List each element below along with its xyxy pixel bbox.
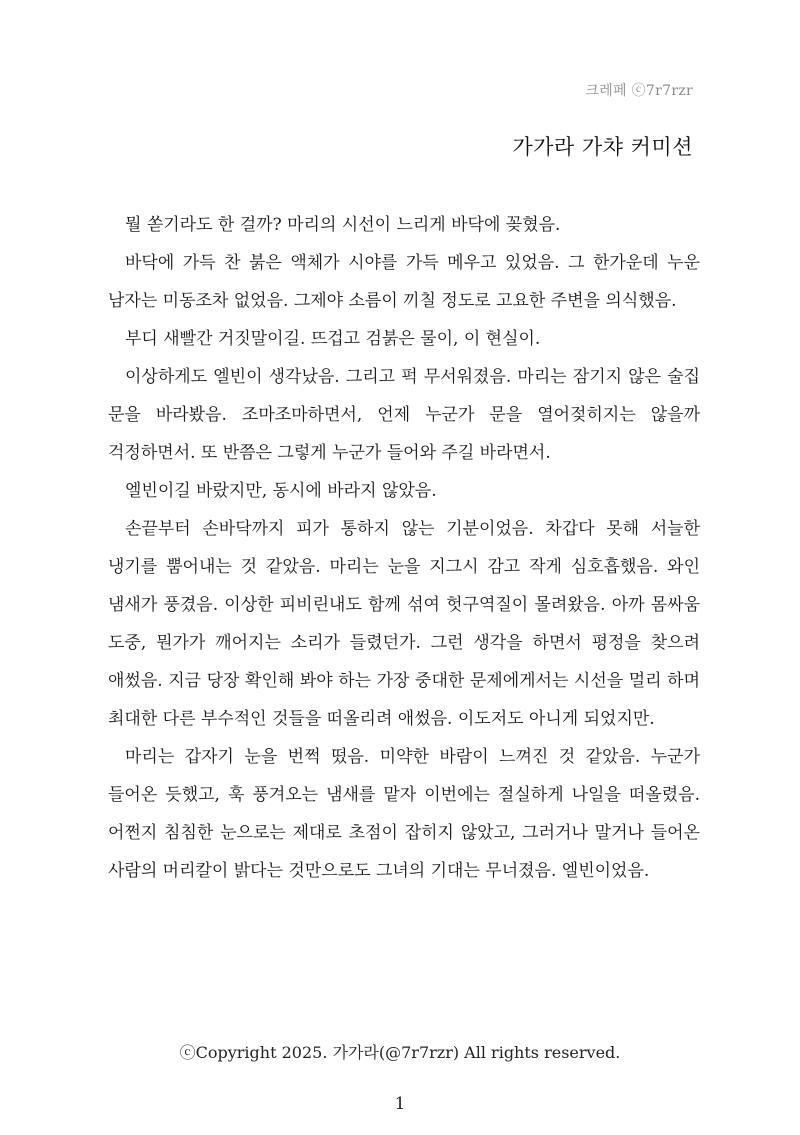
paragraph: 이상하게도 엘빈이 생각났음. 그리고 퍽 무서워졌음. 마리는 잠기지 않은 술집 문을 바라봤음. 조마조마하면서, 언제 누군가 문을 열어젖히지는 않을까 걱정하면서. 또 반쯤은 그렇게 누군가 들어와 주길 바라면서. bbox=[108, 367, 700, 463]
document-title: 가가라 가챠 커미션 bbox=[512, 135, 693, 159]
paragraph: 뭘 쏟기라도 한 걸까? 마리의 시선이 느리게 바닥에 꽂혔음. bbox=[125, 215, 561, 235]
header-credit: 크레페 ⓒ7r7rzr bbox=[585, 83, 693, 99]
paragraph: 손끝부터 손바닥까지 피가 통하지 않는 기분이었음. 차갑다 못해 서늘한 냉기를 뿜어내는 것 같았음. 마리는 눈을 지그시 감고 작게 심호흡했음. 와인 냄새가 풍겼음. 이상한 피비린내도 함께 섞여 헛구역질이 몰려왔음. 아까 몸싸움 도중, 뭔가가 깨어지는 소리가 들렸던가. 그런 생각을 하면서 평정을 찾으려 애썼음. 지금 당장 확인해 봐야 하는 가장 중대한 문제에게서는 시선을 멀리 하며 최대한 다른 부수적인 것들을 떠올리려 애썼음. 이도저도 아니게 되었지만. bbox=[108, 519, 700, 729]
paragraph: 부디 새빨간 거짓말이길. 뜨겁고 검붉은 물이, 이 현실이. bbox=[125, 329, 541, 349]
paragraph: 엘빈이길 바랐지만, 동시에 바라지 않았음. bbox=[125, 481, 437, 501]
page-number: 1 bbox=[394, 1094, 406, 1114]
footer-copyright: ⓒCopyright 2025. 가가라(@7r7rzr) All rights reserved. bbox=[179, 1043, 621, 1062]
paragraph: 마리는 갑자기 눈을 번쩍 떴음. 미약한 바람이 느껴진 것 같았음. 누군가 들어온 듯했고, 훅 풍겨오는 냄새를 맡자 이번에는 절실하게 나일을 떠올렸음. 어쩐지 침침한 눈으로는 제대로 초점이 잡히지 않았고, 그러거나 말거나 들어온 사람의 머리칼이 밝다는 것만으로도 그녀의 기대는 무너졌음. 엘빈이었음. bbox=[108, 747, 700, 881]
body-text bbox=[108, 206, 700, 890]
paragraph: 바닥에 가득 찬 붉은 액체가 시야를 가득 메우고 있었음. 그 한가운데 누운 남자는 미동조차 없었음. 그제야 소름이 끼칠 정도로 고요한 주변을 의식했음. bbox=[108, 253, 700, 311]
